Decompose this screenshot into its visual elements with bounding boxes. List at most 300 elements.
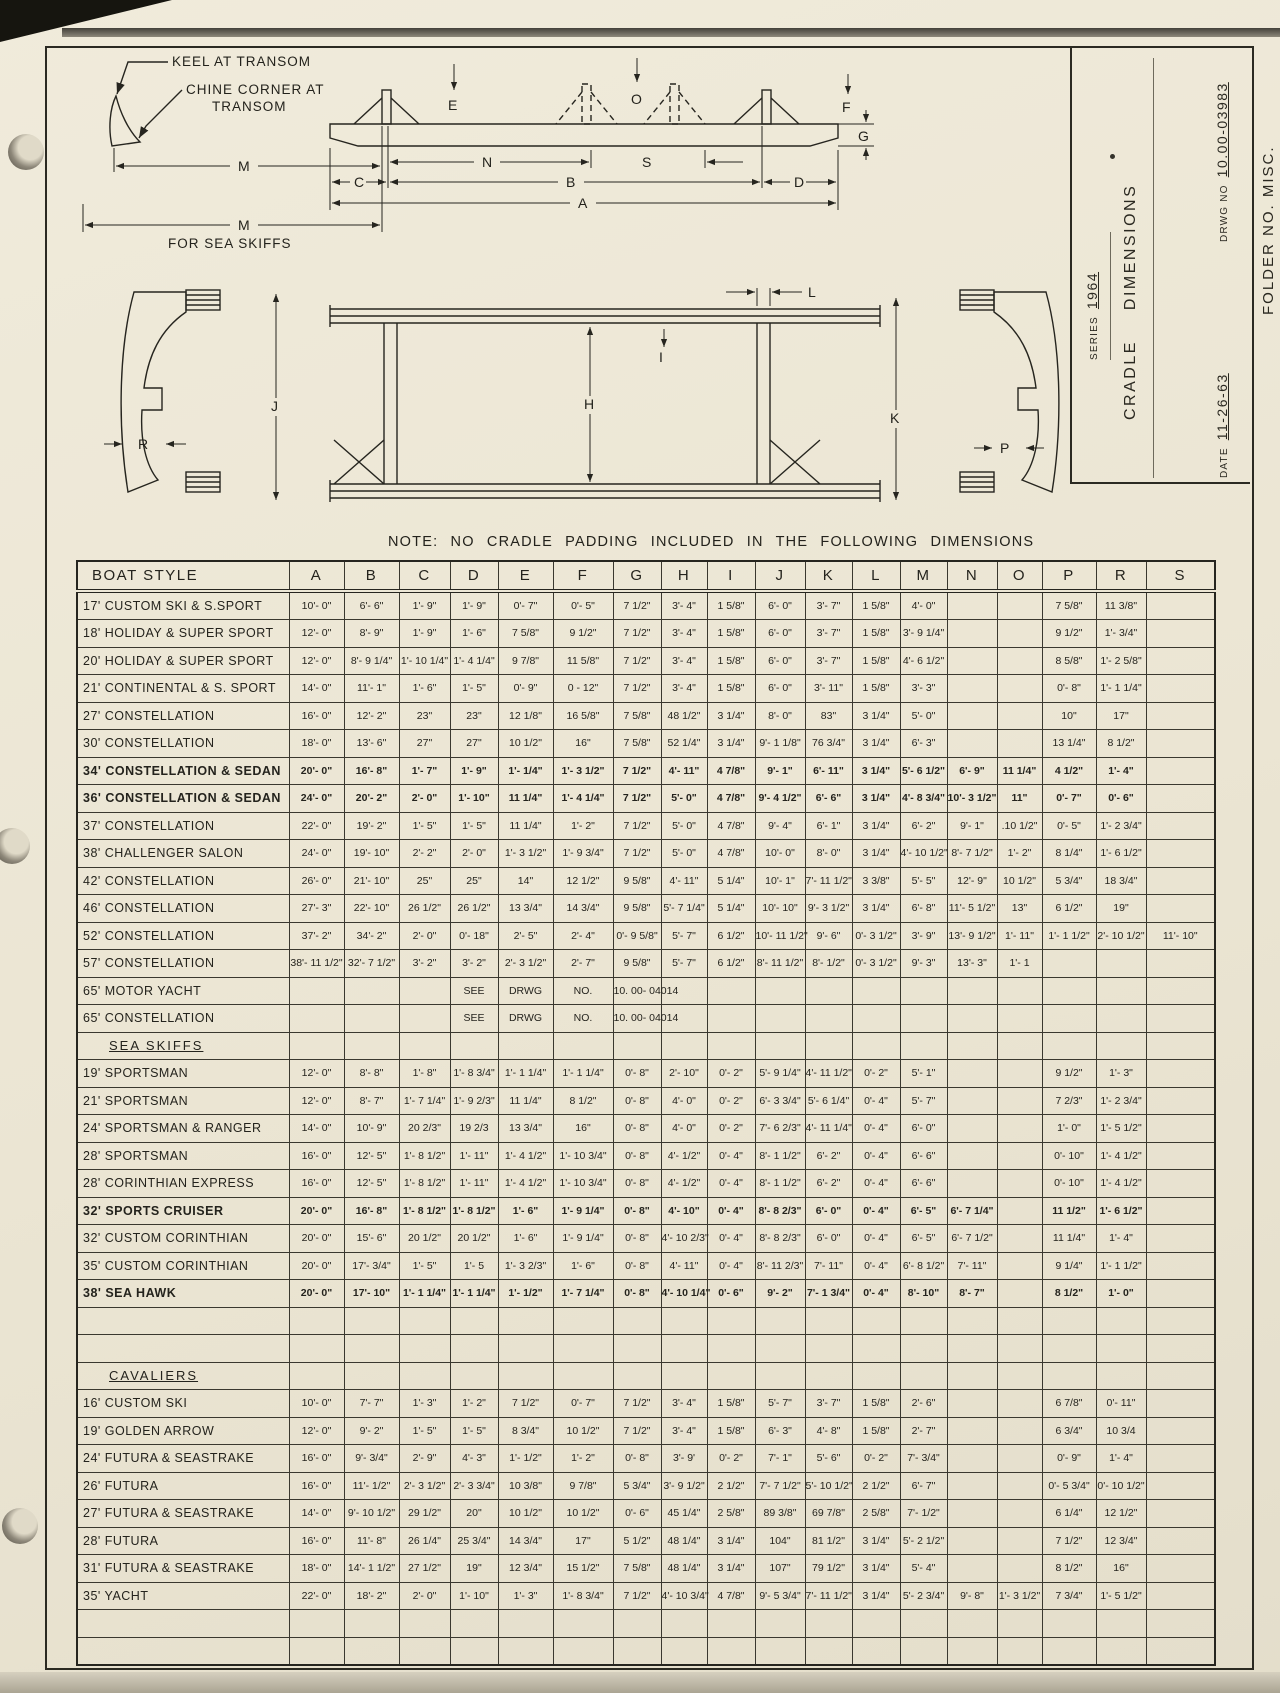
dim-cell: 11'- 1/2" xyxy=(344,1472,399,1500)
col-header-B: B xyxy=(344,561,399,591)
dim-cell xyxy=(498,1307,553,1335)
dim-cell: 2'- 10 1/2" xyxy=(1096,922,1146,950)
boat-style-label xyxy=(77,1307,289,1335)
dim-cell xyxy=(997,1637,1042,1665)
dim-cell xyxy=(1146,895,1215,923)
dim-cell: 3'- 9 1/4" xyxy=(900,620,947,648)
dim-letter-G: G xyxy=(858,128,869,144)
dim-cell xyxy=(947,1335,997,1363)
dim-cell: 0'- 11" xyxy=(1096,1390,1146,1418)
boat-row xyxy=(77,702,1215,730)
dim-cell xyxy=(997,591,1042,620)
dim-cell: 7 3/4" xyxy=(1042,1582,1096,1610)
dim-cell xyxy=(997,647,1042,675)
boat-row xyxy=(77,977,1215,1005)
dim-cell: 2'- 6" xyxy=(900,1390,947,1418)
dim-cell: 1 5/8" xyxy=(707,647,755,675)
dim-cell: 6'- 0" xyxy=(755,647,805,675)
dim-cell: 4 7/8" xyxy=(707,1582,755,1610)
dim-cell: 4'- 11 1/4" xyxy=(805,1115,852,1143)
boat-style-label: 34' CONSTELLATION & SEDAN xyxy=(77,757,289,785)
dim-cell xyxy=(289,1032,344,1060)
dim-letter-K: K xyxy=(890,410,900,426)
dim-cell: 7 5/8" xyxy=(498,620,553,648)
dim-cell: 1'- 3 1/2" xyxy=(997,1582,1042,1610)
dim-cell xyxy=(1146,1060,1215,1088)
boat-row xyxy=(77,591,1215,620)
dim-cell: 9'- 1 1/8" xyxy=(755,730,805,758)
boat-style-label: 57' CONSTELLATION xyxy=(77,950,289,978)
dim-cell: SEE xyxy=(450,977,498,1005)
series-label: SERIES xyxy=(1089,316,1100,360)
dim-cell: 9'- 3/4" xyxy=(344,1445,399,1473)
dim-cell: 0'- 4" xyxy=(707,1142,755,1170)
dim-cell: 8 5/8" xyxy=(1042,647,1096,675)
dim-cell: 20'- 0" xyxy=(289,1252,344,1280)
cradle-post xyxy=(382,90,391,124)
dim-cell: 12 1/2" xyxy=(553,867,613,895)
dim-cell: 1 5/8" xyxy=(707,1417,755,1445)
dim-cell: 1'- 9 2/3" xyxy=(450,1087,498,1115)
dim-cell: 8 3/4" xyxy=(498,1417,553,1445)
dim-cell: 4'- 10 2/3" xyxy=(661,1225,707,1253)
dim-cell: 3 1/4" xyxy=(852,1527,900,1555)
empty-row xyxy=(77,1335,1215,1363)
dim-cell: 0'- 9 5/8" xyxy=(613,922,661,950)
boat-row xyxy=(77,840,1215,868)
boat-style-label: 28' FUTURA xyxy=(77,1527,289,1555)
dim-cell: 7 1/2" xyxy=(613,840,661,868)
dim-cell xyxy=(997,1170,1042,1198)
col-header-D: D xyxy=(450,561,498,591)
dim-cell: 1'- 10" xyxy=(450,1582,498,1610)
dim-cell: 7 5/8" xyxy=(613,1555,661,1583)
dim-cell: 10'- 0" xyxy=(755,840,805,868)
dim-cell xyxy=(1096,950,1146,978)
dim-cell: 8 1/2" xyxy=(1042,1280,1096,1308)
dim-cell: 22'- 10" xyxy=(344,895,399,923)
dim-cell: 1 5/8" xyxy=(707,675,755,703)
boat-row xyxy=(77,1225,1215,1253)
dim-cell xyxy=(947,1362,997,1390)
dim-cell: 0 - 12" xyxy=(553,675,613,703)
dim-letter-D: D xyxy=(794,174,805,190)
boat-style-label: 35' CUSTOM CORINTHIAN xyxy=(77,1252,289,1280)
dim-letter-R: R xyxy=(138,436,149,452)
dim-cell xyxy=(1146,1335,1215,1363)
dim-cell: 8'- 7" xyxy=(947,1280,997,1308)
dim-cell: DRWG xyxy=(498,977,553,1005)
punch-hole xyxy=(2,1508,38,1544)
dim-cell: 7'- 11 1/2" xyxy=(805,1582,852,1610)
dim-letter-L: L xyxy=(808,284,816,300)
boat-row xyxy=(77,1555,1215,1583)
dim-cell: 10 1/2" xyxy=(498,730,553,758)
dim-cell: 10 3/4 xyxy=(1096,1417,1146,1445)
dim-cell xyxy=(947,1637,997,1665)
col-header-G: G xyxy=(613,561,661,591)
dim-cell xyxy=(1096,1032,1146,1060)
boat-row xyxy=(77,922,1215,950)
dim-cell xyxy=(997,1087,1042,1115)
dim-letter-I: I xyxy=(659,349,663,365)
dim-cell: 24'- 0" xyxy=(289,840,344,868)
dim-cell xyxy=(947,1417,997,1445)
dim-cell: 29 1/2" xyxy=(399,1500,450,1528)
dim-cell: SEE xyxy=(450,1005,498,1033)
dim-cell: 9 1/2" xyxy=(1042,1060,1096,1088)
dim-cell: 3 1/4" xyxy=(852,895,900,923)
dim-cell: 0'- 8" xyxy=(613,1142,661,1170)
dim-cell: 3'- 4" xyxy=(661,1417,707,1445)
dim-cell: 14'- 0" xyxy=(289,675,344,703)
dim-cell: 3 1/4" xyxy=(707,730,755,758)
chine-leader xyxy=(139,90,182,138)
dim-cell: 23" xyxy=(450,702,498,730)
dim-cell: 1'- 10 1/4" xyxy=(399,647,450,675)
dim-cell xyxy=(553,1362,613,1390)
dim-cell: 2'- 3 3/4" xyxy=(450,1472,498,1500)
dim-cell: 7 1/2" xyxy=(613,812,661,840)
dim-cell: 0'- 7" xyxy=(553,1390,613,1418)
dim-cell: 1'- 11" xyxy=(450,1170,498,1198)
dim-cell: 16'- 0" xyxy=(289,1445,344,1473)
boat-style-label xyxy=(77,1637,289,1665)
dim-cell: 7'- 11 1/2" xyxy=(805,867,852,895)
side-profile-left xyxy=(121,292,186,492)
boat-row xyxy=(77,1170,1215,1198)
chine-label-1: CHINE CORNER AT xyxy=(186,82,325,97)
dim-cell: 6'- 7 1/4" xyxy=(947,1197,997,1225)
dim-cell: 0'- 4" xyxy=(707,1225,755,1253)
date-label: DATE xyxy=(1219,447,1230,478)
dim-cell: 9 5/8" xyxy=(613,950,661,978)
dim-cell xyxy=(947,591,997,620)
dim-cell xyxy=(344,1610,399,1638)
table-header-row xyxy=(77,561,1215,591)
dim-cell xyxy=(852,1307,900,1335)
dim-cell: 16'- 8" xyxy=(344,1197,399,1225)
boat-style-label: 19' SPORTSMAN xyxy=(77,1060,289,1088)
dim-cell: 11 1/4" xyxy=(498,812,553,840)
post-brace xyxy=(354,98,419,124)
dim-cell: 11'- 10" xyxy=(1146,922,1215,950)
dim-cell: 1'- 1 1/4" xyxy=(399,1280,450,1308)
dim-letter-H: H xyxy=(584,396,595,412)
dim-cell xyxy=(947,1005,997,1033)
dim-cell: 0'- 2" xyxy=(707,1445,755,1473)
dim-cell: 8'- 8" xyxy=(344,1060,399,1088)
dim-cell: 1 5/8" xyxy=(852,1417,900,1445)
boat-row xyxy=(77,1005,1215,1033)
dim-cell: 2 5/8" xyxy=(707,1500,755,1528)
dim-cell: 24'- 0" xyxy=(289,785,344,813)
dim-cell: 1'- 8 3/4" xyxy=(553,1582,613,1610)
boat-style-label: 19' GOLDEN ARROW xyxy=(77,1417,289,1445)
dim-cell: 104" xyxy=(755,1527,805,1555)
cradle-post-dashed xyxy=(670,84,679,124)
dim-cell xyxy=(852,1005,900,1033)
dim-cell: 25" xyxy=(399,867,450,895)
dim-cell xyxy=(498,1637,553,1665)
dim-cell xyxy=(900,1637,947,1665)
dim-cell: 1'- 3" xyxy=(498,1582,553,1610)
col-header-J: J xyxy=(755,561,805,591)
dim-cell xyxy=(1146,1637,1215,1665)
dim-letter-O: O xyxy=(631,91,642,107)
dim-cell: 0'- 4" xyxy=(852,1142,900,1170)
dim-cell: 0'- 6" xyxy=(613,1500,661,1528)
dim-cell: 6'- 9" xyxy=(947,757,997,785)
dim-cell: 19'- 2" xyxy=(344,812,399,840)
dim-cell xyxy=(613,1637,661,1665)
dim-cell: 8'- 8 2/3" xyxy=(755,1197,805,1225)
dim-cell xyxy=(997,1500,1042,1528)
dim-cell: 17'- 3/4" xyxy=(344,1252,399,1280)
dim-cell: 12'- 0" xyxy=(289,620,344,648)
boat-style-label: 27' CONSTELLATION xyxy=(77,702,289,730)
dim-cell: 15'- 6" xyxy=(344,1225,399,1253)
dim-cell xyxy=(1042,1637,1096,1665)
dim-cell: 8 1/4" xyxy=(1042,840,1096,868)
dim-cell xyxy=(399,1032,450,1060)
dim-cell xyxy=(344,1362,399,1390)
cradle-post xyxy=(762,90,771,124)
boat-style-label: 31' FUTURA & SEASTRAKE xyxy=(77,1555,289,1583)
dim-cell xyxy=(852,1032,900,1060)
dim-cell: 3'- 4" xyxy=(661,647,707,675)
dim-cell xyxy=(450,1610,498,1638)
dim-cell: DRWG xyxy=(498,1005,553,1033)
dim-cell xyxy=(344,1637,399,1665)
dim-cell: 6'- 0" xyxy=(755,620,805,648)
dim-cell: 6'- 3" xyxy=(900,730,947,758)
dim-cell: 7 5/8" xyxy=(1042,591,1096,620)
boat-style-label: 36' CONSTELLATION & SEDAN xyxy=(77,785,289,813)
dim-cell xyxy=(399,1335,450,1363)
dim-cell: 12 3/4" xyxy=(498,1555,553,1583)
dim-cell: 4 7/8" xyxy=(707,785,755,813)
dim-cell: 14'- 1 1/2" xyxy=(344,1555,399,1583)
drwg-no-label: DRWG NO xyxy=(1219,184,1230,242)
dim-cell: 7 5/8" xyxy=(613,730,661,758)
dim-cell: 12'- 5" xyxy=(344,1170,399,1198)
dim-cell xyxy=(1146,1472,1215,1500)
boat-row xyxy=(77,1582,1215,1610)
dim-cell: 89 3/8" xyxy=(755,1500,805,1528)
dim-cell: 3 1/4" xyxy=(852,757,900,785)
dim-cell: 5'- 5" xyxy=(900,867,947,895)
dim-cell: 11 1/4" xyxy=(498,785,553,813)
dim-cell: 6 1/4" xyxy=(1042,1500,1096,1528)
dim-cell: 2'- 4" xyxy=(553,922,613,950)
dim-cell xyxy=(997,1252,1042,1280)
dim-cell: 2 1/2" xyxy=(707,1472,755,1500)
dim-cell: 5 1/4" xyxy=(707,895,755,923)
dim-cell: 1 5/8" xyxy=(852,647,900,675)
dim-cell xyxy=(289,1307,344,1335)
dim-cell: 3 1/4" xyxy=(852,840,900,868)
dim-cell: 19'- 10" xyxy=(344,840,399,868)
dim-cell xyxy=(997,1060,1042,1088)
dim-cell: 3 1/4" xyxy=(852,1555,900,1583)
dim-cell: 6 1/2" xyxy=(1042,895,1096,923)
boat-style-label: 24' FUTURA & SEASTRAKE xyxy=(77,1445,289,1473)
dim-cell xyxy=(1096,1610,1146,1638)
dim-cell: 1'- 2" xyxy=(553,1445,613,1473)
dim-cell: 9 1/2" xyxy=(553,620,613,648)
dim-cell: 0'- 3 1/2" xyxy=(852,922,900,950)
dim-cell: 7'- 7 1/2" xyxy=(755,1472,805,1500)
dim-cell xyxy=(1096,1335,1146,1363)
dim-cell: 0'- 6" xyxy=(707,1280,755,1308)
dim-cell: 0'- 4" xyxy=(707,1170,755,1198)
dim-cell: 1'- 3/4" xyxy=(1096,620,1146,648)
col-header-N: N xyxy=(947,561,997,591)
boat-style-label: 38' SEA HAWK xyxy=(77,1280,289,1308)
dim-cell: 52 1/4" xyxy=(661,730,707,758)
dim-cell: 1'- 4" xyxy=(1096,1225,1146,1253)
dim-cell: 0'- 8" xyxy=(613,1087,661,1115)
dim-cell: 0'- 6" xyxy=(1096,785,1146,813)
dim-cell xyxy=(805,1362,852,1390)
dim-cell: 1'- 11" xyxy=(997,922,1042,950)
dim-cell xyxy=(997,1527,1042,1555)
dim-cell xyxy=(1146,1307,1215,1335)
dim-cell xyxy=(900,1610,947,1638)
dim-cell: 2'- 2" xyxy=(399,840,450,868)
dim-cell: 1'- 5" xyxy=(450,1417,498,1445)
col-header-A: A xyxy=(289,561,344,591)
dim-cell: 4'- 10 3/4" xyxy=(661,1582,707,1610)
dim-cell: 1'- 6 1/2" xyxy=(1096,1197,1146,1225)
dim-cell: 16" xyxy=(553,1115,613,1143)
dim-cell xyxy=(1146,1445,1215,1473)
dim-cell: 11 1/4" xyxy=(997,757,1042,785)
dim-cell: NO. xyxy=(553,977,613,1005)
dim-cell: 1'- 1 1/2" xyxy=(1096,1252,1146,1280)
dim-cell xyxy=(997,1417,1042,1445)
dim-cell: 2 5/8" xyxy=(852,1500,900,1528)
dim-cell: 83" xyxy=(805,702,852,730)
dim-cell xyxy=(1146,1142,1215,1170)
dim-cell: 11 1/4" xyxy=(498,1087,553,1115)
dim-cell: 0'- 2" xyxy=(852,1445,900,1473)
boat-style-label: 52' CONSTELLATION xyxy=(77,922,289,950)
dim-cell: 3'- 9 1/2" xyxy=(661,1472,707,1500)
dim-cell: 14'- 0" xyxy=(289,1115,344,1143)
dim-cell: 27" xyxy=(399,730,450,758)
col-header-S: S xyxy=(1146,561,1215,591)
dim-cell: 8'- 7" xyxy=(344,1087,399,1115)
dim-cell: 20" xyxy=(450,1500,498,1528)
dim-cell: 1'- 1 1/4" xyxy=(498,1060,553,1088)
dim-cell: 12 3/4" xyxy=(1096,1527,1146,1555)
dim-cell xyxy=(900,1335,947,1363)
dim-cell xyxy=(707,1637,755,1665)
dim-letter-J: J xyxy=(271,398,278,414)
dim-cell xyxy=(289,1005,344,1033)
col-header-P: P xyxy=(1042,561,1096,591)
dim-letter-M1: M xyxy=(238,158,250,174)
dim-cell: 3 1/4" xyxy=(707,1527,755,1555)
side-profile-right xyxy=(994,292,1059,492)
dim-cell xyxy=(1146,1362,1215,1390)
dim-cell: 6'- 5" xyxy=(900,1225,947,1253)
boat-row xyxy=(77,1060,1215,1088)
dim-cell xyxy=(450,1307,498,1335)
dim-cell: 0'- 8" xyxy=(613,1115,661,1143)
dim-cell xyxy=(450,1637,498,1665)
dim-cell xyxy=(755,1362,805,1390)
dim-letter-P: P xyxy=(1000,440,1010,456)
dim-cell: 0'- 10" xyxy=(1042,1170,1096,1198)
dim-cell xyxy=(1146,1087,1215,1115)
dim-cell: 9'- 3" xyxy=(900,950,947,978)
dim-cell: 0'- 8" xyxy=(613,1280,661,1308)
dim-cell: 10 1/2" xyxy=(997,867,1042,895)
dim-cell xyxy=(661,1335,707,1363)
dim-cell: 0'- 8" xyxy=(613,1252,661,1280)
dim-letter-N: N xyxy=(482,154,493,170)
dim-cell: 0'- 2" xyxy=(707,1060,755,1088)
dim-cell: 2'- 7" xyxy=(553,950,613,978)
boat-row xyxy=(77,1115,1215,1143)
boat-style-label: 28' SPORTSMAN xyxy=(77,1142,289,1170)
dim-cell: 8'- 8 2/3" xyxy=(755,1225,805,1253)
dim-cell: 10. 00- 04014 xyxy=(613,1005,661,1033)
boat-row xyxy=(77,1500,1215,1528)
dim-cell: 1'- 4" xyxy=(1096,757,1146,785)
dim-cell: 13 1/4" xyxy=(1042,730,1096,758)
dim-cell: 1'- 6 1/2" xyxy=(1096,840,1146,868)
boat-style-label: 42' CONSTELLATION xyxy=(77,867,289,895)
dim-cell: 10 1/2" xyxy=(553,1417,613,1445)
dim-cell: 1'- 1 xyxy=(997,950,1042,978)
dim-cell xyxy=(997,1115,1042,1143)
dim-cell xyxy=(997,620,1042,648)
dim-cell: 16 5/8" xyxy=(553,702,613,730)
dim-cell: 3'- 7" xyxy=(805,647,852,675)
dim-cell xyxy=(613,1362,661,1390)
dim-cell: 5'- 6 1/4" xyxy=(805,1087,852,1115)
dim-letter-F: F xyxy=(842,99,851,115)
dim-cell: 1'- 0" xyxy=(1096,1280,1146,1308)
dim-cell: 1'- 11" xyxy=(450,1142,498,1170)
dim-cell xyxy=(289,1610,344,1638)
dim-cell: 1'- 3" xyxy=(399,1390,450,1418)
dim-cell: 4 7/8" xyxy=(707,812,755,840)
dim-cell: 4'- 6 1/2" xyxy=(900,647,947,675)
boat-row xyxy=(77,1390,1215,1418)
dim-cell: 4'- 11" xyxy=(661,1252,707,1280)
boat-row xyxy=(77,785,1215,813)
empty-row xyxy=(77,1637,1215,1665)
keel-leader xyxy=(117,62,168,94)
dim-cell: 1'- 9 1/4" xyxy=(553,1197,613,1225)
boat-row xyxy=(77,1417,1215,1445)
dim-cell: 1'- 1 1/4" xyxy=(450,1280,498,1308)
dim-cell xyxy=(1146,1115,1215,1143)
dim-cell: 7 5/8" xyxy=(613,702,661,730)
dim-cell xyxy=(947,1555,997,1583)
dim-cell xyxy=(707,1362,755,1390)
dim-cell: 14 3/4" xyxy=(553,895,613,923)
dim-cell: 4'- 10 1/4" xyxy=(661,1280,707,1308)
dim-letter-B: B xyxy=(566,174,576,190)
dim-cell: 1'- 3" xyxy=(1096,1060,1146,1088)
dim-cell: 6'- 0" xyxy=(805,1197,852,1225)
